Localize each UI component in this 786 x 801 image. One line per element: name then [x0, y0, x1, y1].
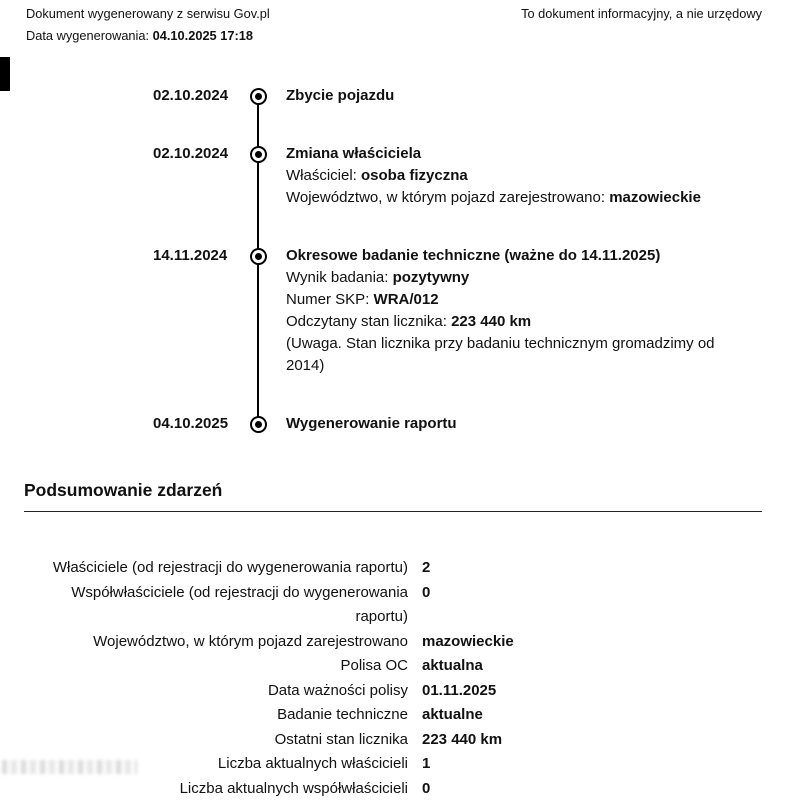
timeline-event-badanie-techniczne: [0, 245, 786, 377]
event-detail: [286, 289, 720, 311]
summary-value: 01.11.2025: [422, 679, 496, 704]
summary-row-data-waznosci-polisy: [24, 679, 762, 704]
event-body: [286, 143, 701, 209]
summary-label: Współwłaściciele (od rejestracji do wygenerowania raportu): [24, 581, 408, 630]
timeline-event-zmiana-wlasciciela: [0, 143, 786, 209]
summary-label: Województwo, w którym pojazd zarejestrowano: [24, 630, 408, 655]
summary-section-title: Podsumowanie zdarzeń: [24, 479, 762, 501]
summary-value: 2: [422, 556, 430, 581]
event-date: 02.10.2024: [153, 85, 250, 107]
timeline-event-zbycie: [0, 85, 786, 107]
summary-label: Polisa OC: [24, 654, 408, 679]
detail-label: Numer SKP:: [286, 291, 374, 308]
summary-row-wlasciciele: [24, 556, 762, 581]
timeline-marker-icon: [250, 416, 267, 433]
summary-value: 1: [422, 752, 430, 777]
summary-label: Badanie techniczne: [24, 703, 408, 728]
summary-row-wspolwlasciciele: [24, 581, 762, 630]
timeline-dot-icon: [255, 421, 262, 428]
summary-label: Liczba aktualnych współwłaścicieli: [24, 777, 408, 801]
summary-value: aktualne: [422, 703, 483, 728]
event-detail-note: [286, 333, 720, 377]
summary-section: [24, 479, 762, 801]
event-body: [286, 245, 720, 377]
summary-value: 223 440 km: [422, 728, 502, 753]
detail-value: 223 440 km: [451, 313, 531, 330]
informational-note: To dokument informacyjny, a nie urzędowy: [521, 5, 762, 22]
summary-label: Liczba aktualnych właścicieli: [24, 752, 408, 777]
summary-row-liczba-wlascicieli: [24, 752, 762, 777]
detail-label: Odczytany stan licznika:: [286, 313, 451, 330]
event-title: Zmiana właściciela: [286, 143, 701, 165]
detail-value: mazowieckie: [609, 189, 701, 206]
summary-label: Ostatni stan licznika: [24, 728, 408, 753]
detail-label: Wynik badania:: [286, 269, 393, 286]
event-detail: [286, 165, 701, 187]
summary-row-badanie-techniczne: [24, 703, 762, 728]
event-title: Wygenerowanie raportu: [286, 413, 457, 435]
event-title: Zbycie pojazdu: [286, 85, 394, 107]
event-body: [286, 413, 457, 435]
generation-date-label: Data wygenerowania:: [26, 28, 153, 43]
event-detail: [286, 311, 720, 333]
summary-row-wojewodztwo: [24, 630, 762, 655]
event-date: 02.10.2024: [153, 143, 250, 165]
timeline: [0, 85, 786, 435]
event-detail: [286, 267, 720, 289]
summary-value: mazowieckie: [422, 630, 514, 655]
detail-label: Właściciel:: [286, 167, 361, 184]
event-date: 14.11.2024: [153, 245, 250, 267]
event-body: [286, 85, 394, 107]
summary-row-stan-licznika: [24, 728, 762, 753]
detail-label: Województwo, w którym pojazd zarejestrowano:: [286, 189, 609, 206]
summary-row-polisa-oc: [24, 654, 762, 679]
summary-label: Właściciele (od rejestracji do wygenerowania raportu): [24, 556, 408, 581]
timeline-dot-icon: [255, 253, 262, 260]
timeline-marker-icon: [250, 248, 267, 265]
timeline-dot-icon: [255, 151, 262, 158]
detail-value: osoba fizyczna: [361, 167, 468, 184]
event-detail: [286, 187, 701, 209]
event-date: 04.10.2025: [153, 413, 250, 435]
summary-table: [24, 556, 762, 801]
generation-date-line: [26, 27, 270, 44]
header-left: [26, 5, 270, 44]
timeline-event-wygenerowanie-raportu: [0, 413, 786, 435]
summary-label: Data ważności polisy: [24, 679, 408, 704]
timeline-dot-icon: [255, 93, 262, 100]
document-header: [0, 0, 786, 44]
summary-row-liczba-wspolwlascicieli: [24, 777, 762, 801]
summary-value: 0: [422, 777, 430, 801]
detail-value: pozytywny: [393, 269, 470, 286]
section-divider: [24, 511, 762, 512]
summary-value: aktualna: [422, 654, 483, 679]
detail-value: WRA/012: [374, 291, 439, 308]
timeline-marker-icon: [250, 88, 267, 105]
generated-from-note: Dokument wygenerowany z serwisu Gov.pl: [26, 5, 270, 22]
summary-value: 0: [422, 581, 430, 606]
timeline-marker-icon: [250, 146, 267, 163]
generation-date-value: 04.10.2025 17:18: [153, 28, 253, 43]
detail-label: (Uwaga. Stan licznika przy badaniu technicznym gromadzimy od 2014): [286, 335, 715, 374]
event-title: Okresowe badanie techniczne (ważne do 14.11.2025): [286, 245, 720, 267]
